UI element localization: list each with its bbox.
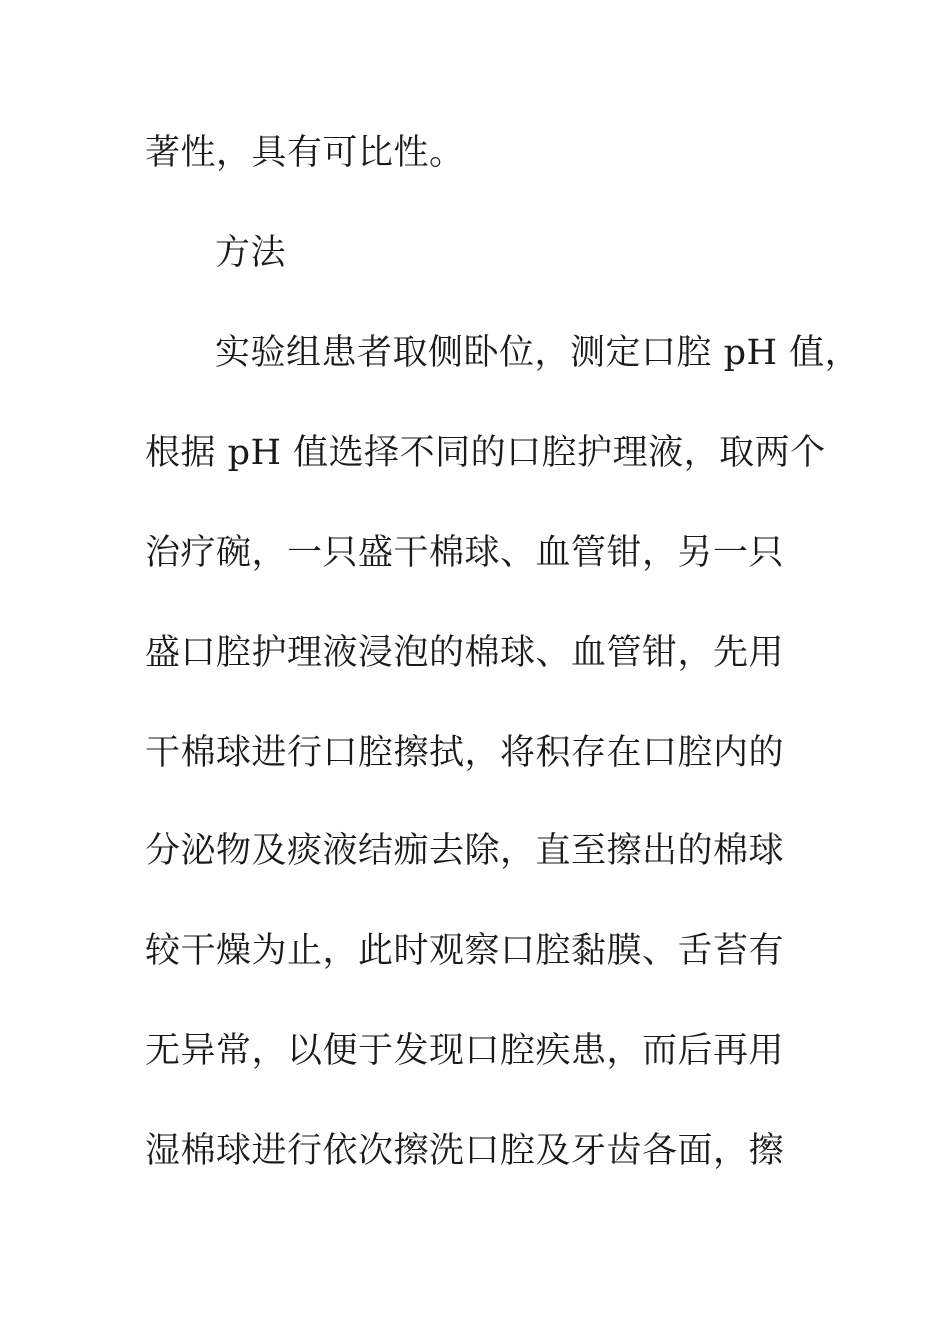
text-line: 湿棉球进行依次擦洗口腔及牙齿各面，擦 [145, 1131, 785, 1171]
text-line: 根据 pH 值选择不同的口腔护理液，取两个 [145, 433, 826, 473]
text-line: 无异常，以便于发现口腔疾患，而后再用 [145, 1031, 785, 1071]
text-line: 著性，具有可比性。 [145, 133, 465, 173]
section-heading: 方法 [215, 233, 287, 273]
text-line: 盛口腔护理液浸泡的棉球、血管钳，先用 [145, 633, 785, 673]
text-line: 分泌物及痰液结痂去除，直至擦出的棉球 [145, 831, 785, 871]
text-line: 治疗碗，一只盛干棉球、血管钳，另一只 [145, 533, 785, 573]
text-line: 实验组患者取侧卧位，测定口腔 pH 值， [215, 333, 861, 373]
text-line: 较干燥为止，此时观察口腔黏膜、舌苔有 [145, 931, 785, 971]
text-line: 干棉球进行口腔擦拭，将积存在口腔内的 [145, 733, 785, 773]
